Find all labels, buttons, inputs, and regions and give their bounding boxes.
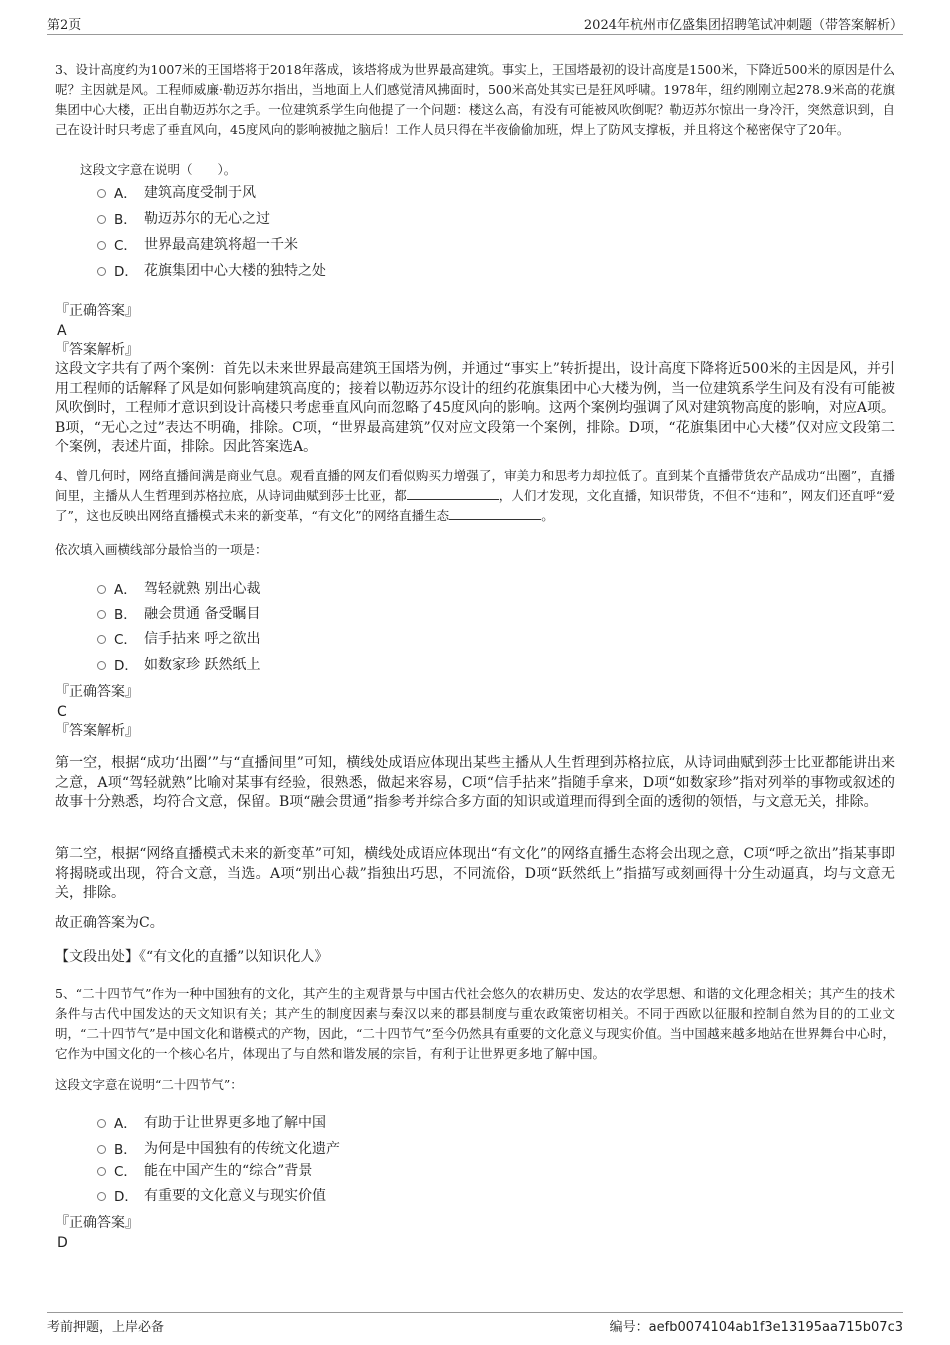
analysis-label: 『答案解析』	[55, 723, 139, 739]
option-text: 花旗集团中心大楼的独特之处	[144, 263, 326, 279]
document-id: 编号：aefb0074104ab1f3e13195aa715b07c3	[609, 1320, 903, 1335]
option-key: D．	[114, 658, 138, 674]
option-3-b[interactable]	[97, 206, 270, 230]
option-text: 有助于让世界更多地了解中国	[144, 1115, 326, 1131]
option-key: C．	[114, 632, 137, 648]
option-3-c[interactable]	[97, 232, 298, 256]
radio-icon[interactable]	[97, 585, 106, 594]
analysis-4-p1	[55, 754, 895, 813]
option-text: 信手拈来 呼之欲出	[144, 631, 261, 647]
option-key: B．	[114, 212, 137, 228]
question-4-text	[55, 466, 895, 526]
option-text: 世界最高建筑将超一千米	[144, 237, 298, 253]
option-key: C．	[114, 238, 137, 254]
answer-value: C	[57, 704, 67, 720]
source-4	[55, 948, 895, 968]
question-3-text: 3、设计高度约为1007米的王国塔将于2018年落成，该塔将成为世界最高建筑。事实上，王国塔最初的设计高度是1500米，下降近500米的原因是什么呢？主因就是风。工程师威廉·勒迈苏尔指出，当地面上人们感觉清风拂面时，500米高处其实已是狂风呼啸。1978年，纽约刚刚立起278.9米高的花旗集团中心大楼，正出自勒迈苏尔之手。一位建筑系学生向他提了一个问题：楼这么高，有没有可能被风吹倒呢？勒迈苏尔惊出一身冷汗，突然意识到，自己在设计时只考虑了垂直风向，45度风向的影响被抛之脑后！工作人员只得在半夜偷偷加班，焊上了防风支撑板，并且将这个秘密保守了20年。	[55, 62, 895, 137]
radio-icon[interactable]	[97, 610, 106, 619]
radio-icon[interactable]	[97, 1119, 106, 1128]
option-4-b[interactable]	[97, 601, 260, 625]
question-5-prompt-wrap	[55, 1075, 895, 1095]
question-3-prompt-wrap	[80, 160, 920, 180]
question-3	[55, 60, 895, 140]
option-4-a[interactable]	[97, 576, 260, 600]
answer-4	[55, 683, 895, 741]
radio-icon[interactable]	[97, 661, 106, 670]
radio-icon[interactable]	[97, 1167, 106, 1176]
option-text: 有重要的文化意义与现实价值	[144, 1188, 326, 1204]
footer-slogan: 考前押题，上岸必备	[47, 1320, 165, 1335]
radio-icon[interactable]	[97, 635, 106, 644]
option-text: 能在中国产生的“综合”背景	[144, 1163, 313, 1179]
answer-label: 『正确答案』	[55, 1215, 139, 1231]
answer-label: 『正确答案』	[55, 303, 139, 319]
option-text: 勒迈苏尔的无心之过	[144, 211, 270, 227]
analysis-text: 第一空，根据“成功‘出圈’”与“直播间里”可知，横线处成语应体现出某些主播从人生哲理到苏格拉底，从诗词曲赋到莎士比亚都能讲出来之意，A项“驾轻就熟”比喻对某事有经验，很熟悉，做起来容易，C项“信手拈来”指随手拿来，D项“如数家珍”指对列举的事物或叙述的故事十分熟悉，均符合文意，保留。B项“融会贯通”指参考并综合多方面的知识或道理而得到全面的透彻的领悟，与文意无关，排除。	[55, 755, 895, 810]
option-key: A．	[114, 186, 137, 202]
option-key: D．	[114, 1189, 138, 1205]
option-text: 融会贯通 备受瞩目	[144, 606, 261, 622]
radio-icon[interactable]	[97, 215, 106, 224]
option-3-a[interactable]	[97, 180, 256, 204]
question-4-text-a: 4、曾几何时，网络直播间满是商业气息。观看直播的网友们看似购买力增强了，审美力和思考力却拉低了。直到某个直播带货农产品成功“出圈”，直播间里，主播从人生哲理到苏格拉底，从诗词曲赋到莎士比亚，都	[55, 468, 895, 503]
question-4-prompt-wrap	[55, 540, 895, 560]
option-5-c[interactable]	[97, 1158, 312, 1182]
blank-2	[449, 507, 541, 520]
option-key: C．	[114, 1164, 137, 1180]
analysis-text: 这段文字共有了两个案例：首先以未来世界最高建筑王国塔为例，并通过“事实上”转折提出，设计高度下降将近500米的主因是风，并引用工程师的话解释了风是如何影响建筑高度的；接着以勒迈苏尔设计的纽约花旗集团中心大楼为例，当一位建筑系学生问及有没有可能被风吹倒时，工程师才意识到设计高楼只考虑垂直风向而忽略了45度风向的影响。这两个案例均强调了风对建筑物高度的影响，对应A项。B项，“无心之过”表达不明确，排除。C项，“世界最高建筑”仅对应文段第一个案例，排除。D项，“花旗集团中心大楼”仅对应文段第二个案例，表述片面，排除。因此答案选A。	[55, 361, 895, 455]
option-5-b[interactable]	[97, 1136, 340, 1160]
answer-value: A	[57, 323, 67, 339]
analysis-4-p2	[55, 845, 895, 904]
answer-value: D	[57, 1235, 68, 1251]
question-4	[55, 466, 895, 526]
option-4-c[interactable]	[97, 626, 260, 650]
answer-5	[55, 1214, 895, 1253]
analysis-text: 第二空，根据“网络直播模式未来的新变革”可知，横线处成语应体现出“有文化”的网络直播生态将会出现之意，C项“呼之欲出”指某事即将揭晓或出现，符合文意，当选。A项“别出心裁”指独出巧思，不同流俗，D项“跃然纸上”指描写或刻画得十分生动逼真，均与文意无关，排除。	[55, 846, 895, 901]
document-title: 2024年杭州市亿盛集团招聘笔试冲刺题（带答案解析）	[583, 18, 903, 33]
option-key: A．	[114, 1116, 137, 1132]
question-5-prompt: 这段文字意在说明“二十四节气”：	[55, 1077, 243, 1092]
page-number: 第2页	[47, 18, 82, 33]
radio-icon[interactable]	[97, 241, 106, 250]
analysis-text: 故正确答案为C。	[55, 915, 164, 931]
radio-icon[interactable]	[97, 1192, 106, 1201]
radio-icon[interactable]	[97, 189, 106, 198]
analysis-label: 『答案解析』	[55, 342, 139, 358]
option-text: 为何是中国独有的传统文化遗产	[144, 1141, 340, 1157]
question-4-text-b: ，人们才发现，文化直播，知识带货，不但不“违和”，网友们还直呼“爱了”，这也反映出网络直播模式未来的新变革，“有文化”的网络直播生态	[55, 488, 895, 523]
page-header	[47, 14, 903, 35]
question-5	[55, 984, 895, 1064]
option-text: 如数家珍 跃然纸上	[144, 657, 261, 673]
radio-icon[interactable]	[97, 267, 106, 276]
analysis-4-p3	[55, 914, 895, 934]
option-3-d[interactable]	[97, 258, 326, 282]
option-key: D．	[114, 264, 138, 280]
blank-1	[407, 487, 499, 500]
option-key: B．	[114, 1142, 137, 1158]
question-4-text-c: 。	[541, 508, 554, 523]
answer-label: 『正确答案』	[55, 684, 139, 700]
radio-icon[interactable]	[97, 1145, 106, 1154]
option-text: 建筑高度受制于风	[144, 185, 256, 201]
question-3-prompt: 这段文字意在说明（ ）。	[80, 162, 237, 177]
question-4-prompt: 依次填入画横线部分最恰当的一项是：	[55, 542, 268, 557]
option-key: B．	[114, 607, 137, 623]
answer-3	[55, 302, 895, 458]
option-text: 驾轻就熟 别出心裁	[144, 581, 261, 597]
option-key: A．	[114, 582, 137, 598]
option-5-d[interactable]	[97, 1183, 326, 1207]
page-footer	[47, 1312, 903, 1336]
question-5-text: 5、“二十四节气”作为一种中国独有的文化，其产生的主观背景与中国古代社会悠久的农耕历史、发达的农学思想、和谐的文化理念相关；其产生的技术条件与古代中国发达的天文知识有关；其产生的制度因素与秦汉以来的郡县制度与重农政策密切相关。不同于西欧以征服和控制自然为目的的工业文明，“二十四节气”是中国文化和谐模式的产物，因此，“二十四节气”至今仍然具有重要的文化意义与现实价值。当中国越来越多地站在世界舞台中心时，它作为中国文化的一个核心名片，体现出了与自然和谐发展的宗旨，有利于让世界更多地了解中国。	[55, 986, 895, 1061]
option-5-a[interactable]	[97, 1110, 326, 1134]
option-4-d[interactable]	[97, 652, 260, 676]
source-text: 【文段出处】《“有文化的直播”以知识化人》	[55, 949, 329, 965]
